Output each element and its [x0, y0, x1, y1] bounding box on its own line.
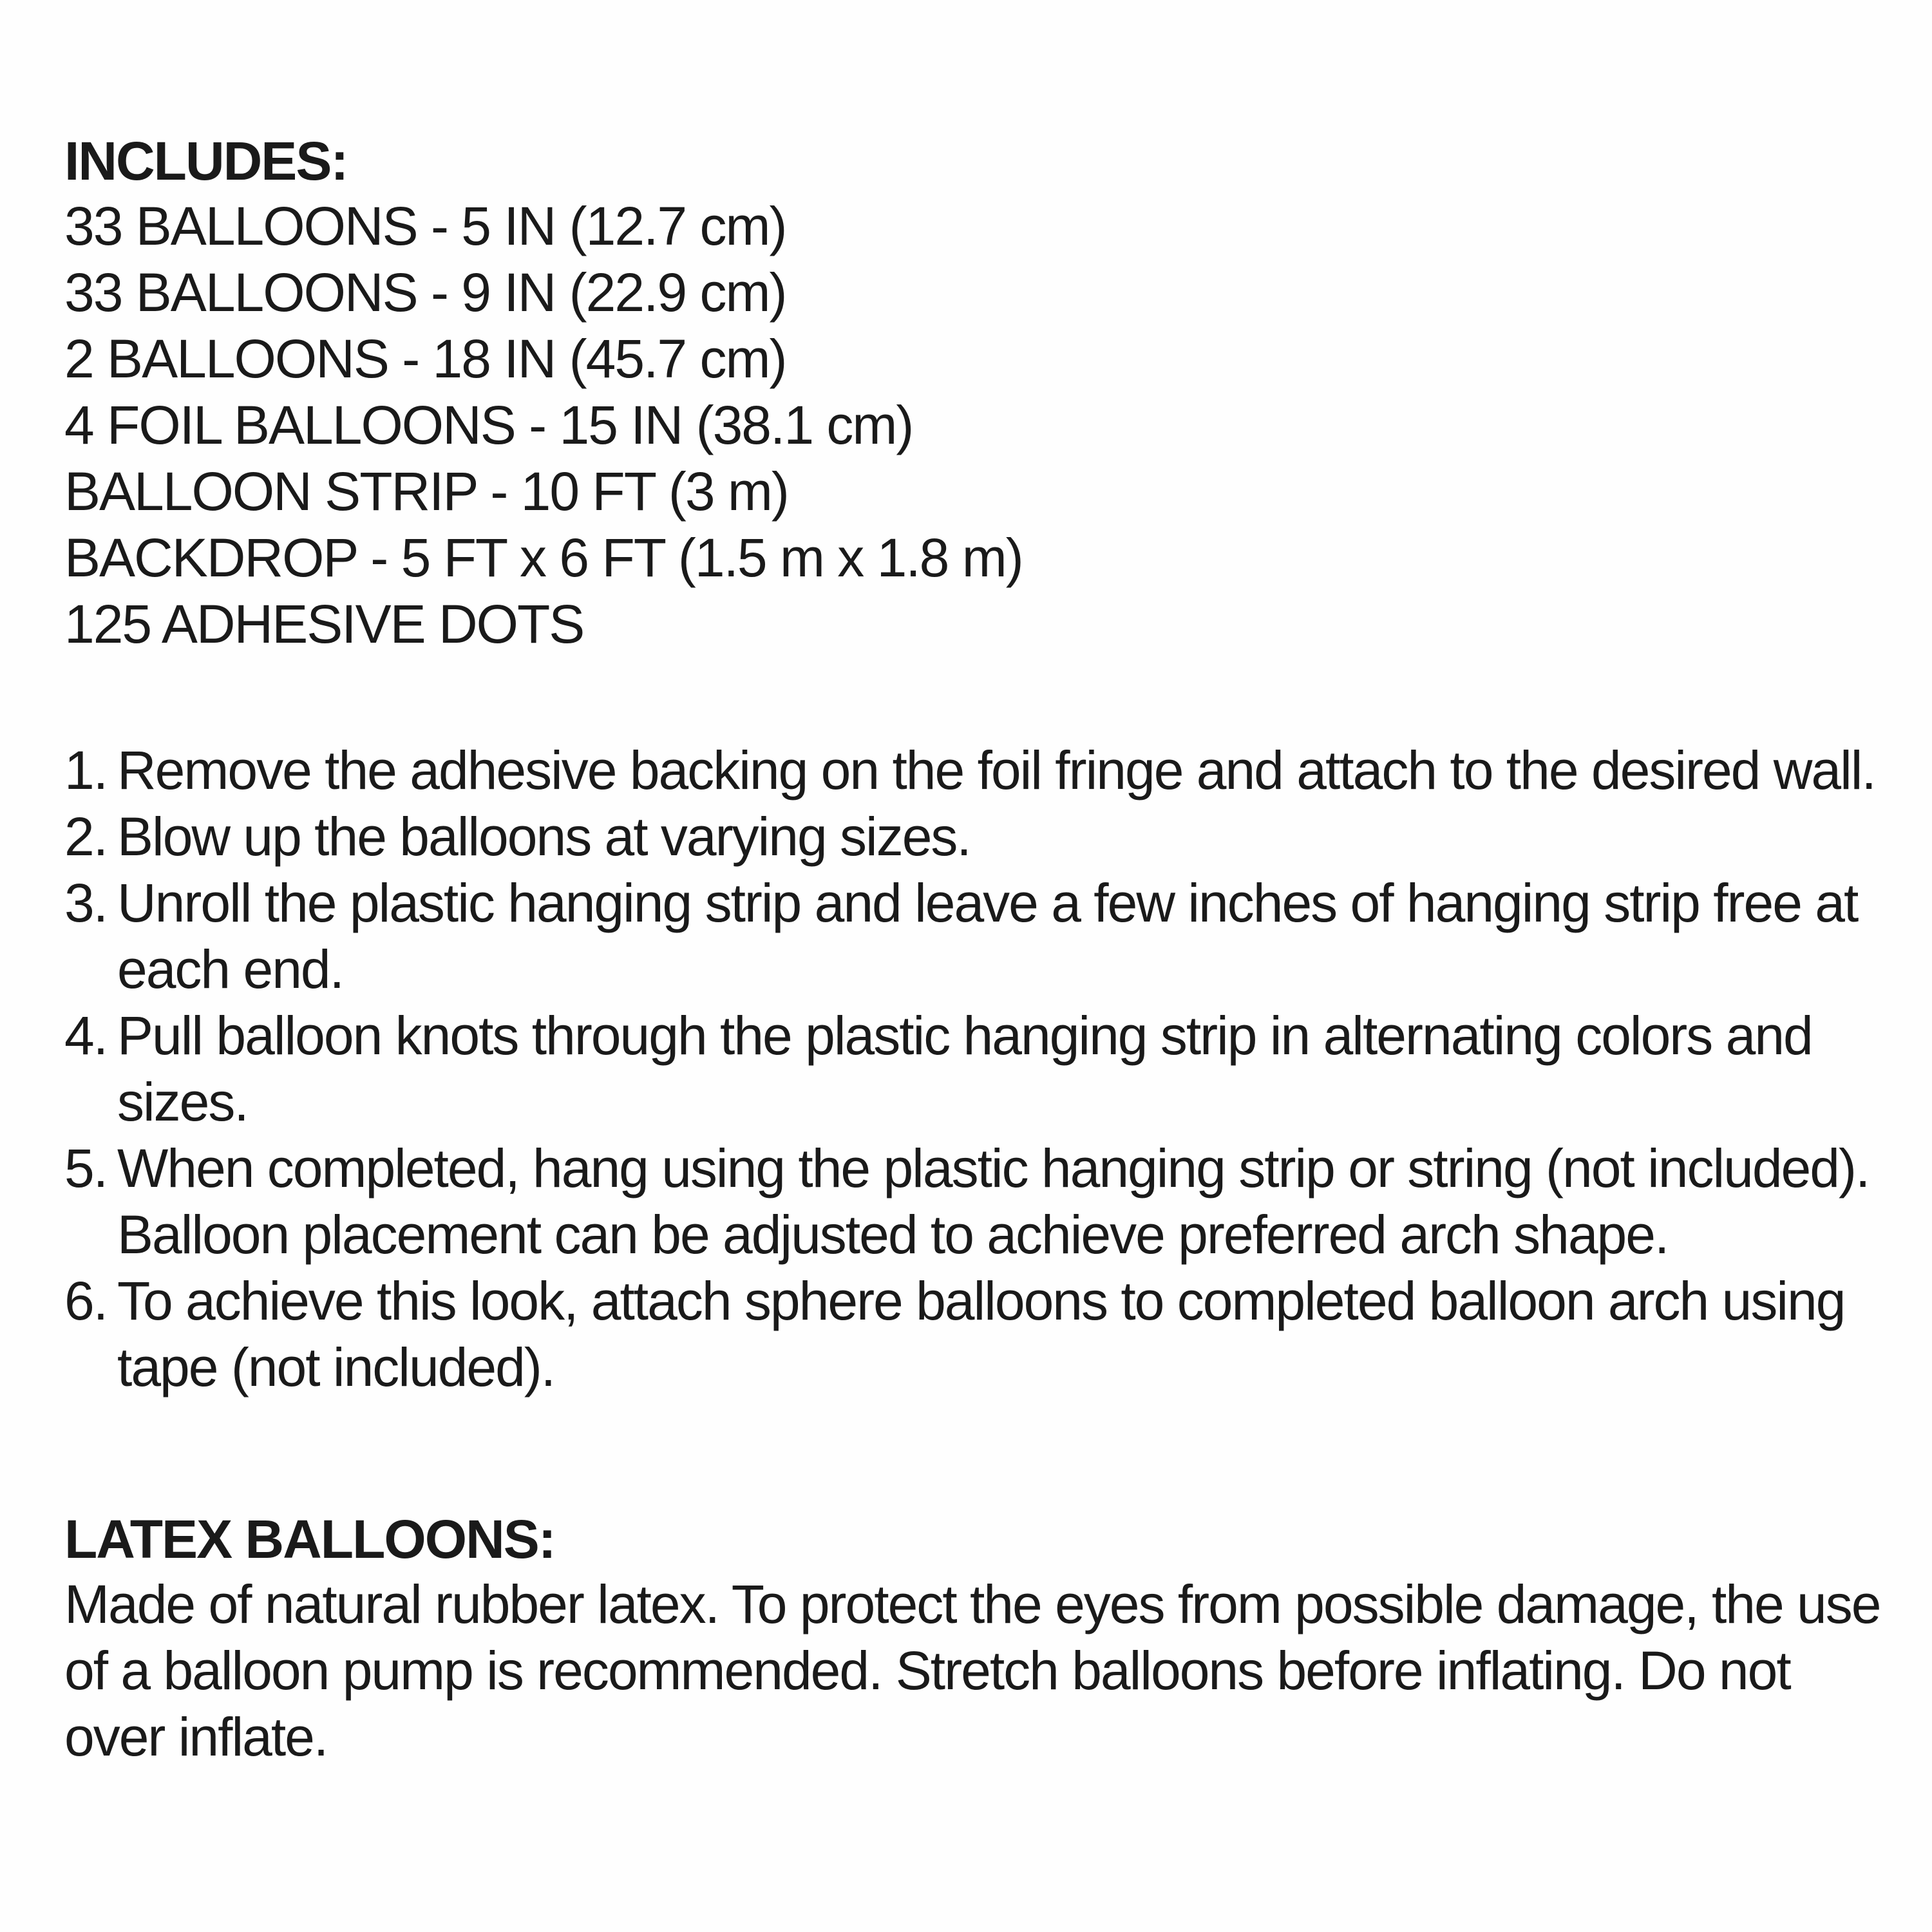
includes-item: 4 FOIL BALLOONS - 15 IN (38.1 cm)	[64, 395, 913, 455]
step-text: Pull balloon knots through the plastic hanging strip in alternating colors and sizes.	[117, 1005, 1812, 1132]
step-number: 4.	[64, 1005, 108, 1066]
step-number: 3.	[64, 873, 108, 933]
latex-heading: LATEX BALLOONS:	[64, 1509, 555, 1569]
steps-list	[64, 737, 1906, 1401]
step-item	[64, 1003, 1906, 1135]
step-number: 6.	[64, 1271, 108, 1331]
includes-item: 33 BALLOONS - 5 IN (12.7 cm)	[64, 196, 786, 256]
step-text: Unroll the plastic hanging strip and leave a few inches of hanging strip free at each end.	[117, 873, 1858, 999]
step-number: 1.	[64, 740, 108, 800]
includes-item: BALLOON STRIP - 10 FT (3 m)	[64, 461, 788, 522]
step-number: 2.	[64, 806, 108, 867]
latex-warning-text: Made of natural rubber latex. To protect the eyes from possible damage, the use of a balloon pump is recommended. Stretch balloons before inflating. Do not over inflate.	[64, 1574, 1880, 1767]
step-number: 5.	[64, 1138, 108, 1198]
latex-section	[64, 1507, 1906, 1770]
step-text: Blow up the balloons at varying sizes.	[117, 806, 971, 867]
step-text: Remove the adhesive backing on the foil fringe and attach to the desired wall.	[117, 740, 1875, 800]
step-item	[64, 737, 1906, 804]
step-text: When completed, hang using the plastic hanging strip or string (not included). Balloon placement can be adjusted to achieve preferred arch shape.	[117, 1138, 1870, 1265]
includes-heading: INCLUDES:	[64, 131, 348, 191]
step-item	[64, 1268, 1906, 1401]
step-item	[64, 1135, 1906, 1268]
step-text: To achieve this look, attach sphere balloons to completed balloon arch using tape (not included).	[117, 1271, 1845, 1397]
step-item	[64, 804, 1906, 870]
includes-item: 2 BALLOONS - 18 IN (45.7 cm)	[64, 328, 786, 389]
step-item	[64, 870, 1906, 1003]
includes-item: 125 ADHESIVE DOTS	[64, 594, 584, 654]
includes-item: 33 BALLOONS - 9 IN (22.9 cm)	[64, 262, 786, 323]
includes-section	[64, 129, 1906, 658]
includes-item: BACKDROP - 5 FT x 6 FT (1.5 m x 1.8 m)	[64, 527, 1023, 588]
steps-section	[64, 737, 1906, 1401]
